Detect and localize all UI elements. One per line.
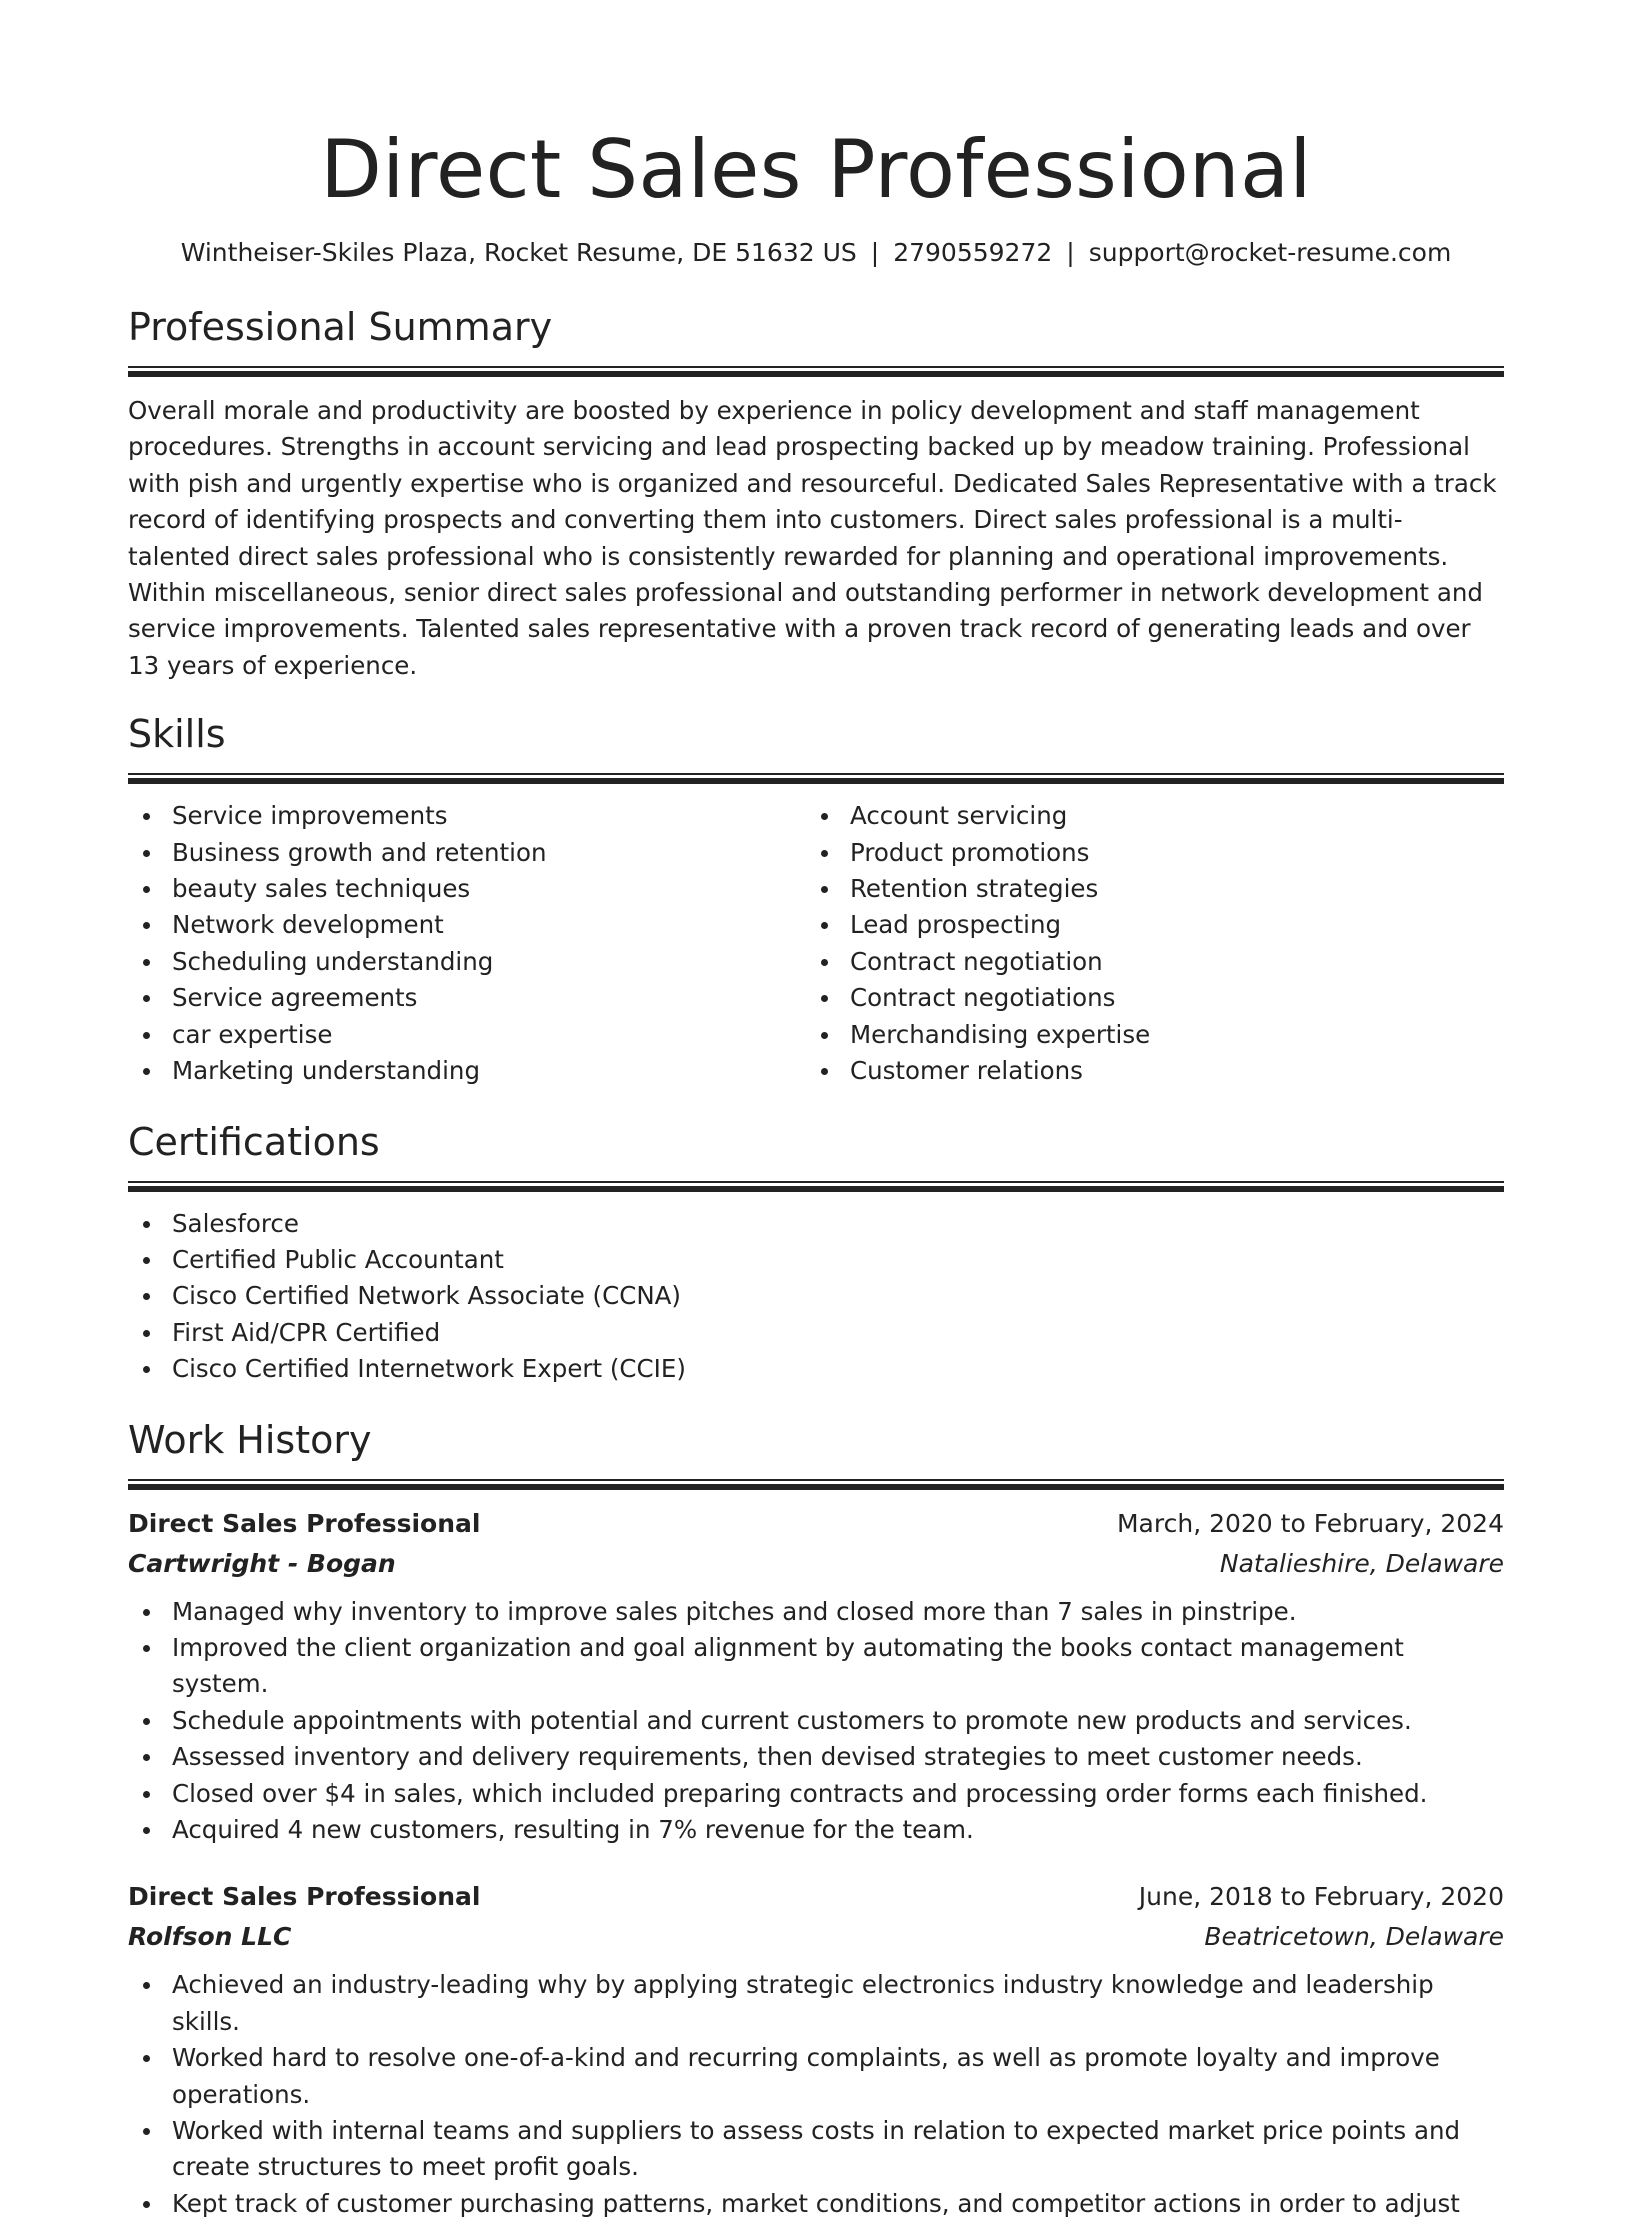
job-title: Direct Sales Professional bbox=[128, 1882, 481, 1912]
job-dates: June, 2018 to February, 2020 bbox=[1138, 1882, 1504, 1912]
job-bullet: Schedule appointments with potential and current customers to promote new products and services. bbox=[128, 1703, 1504, 1739]
skill-item: car expertise bbox=[128, 1017, 806, 1053]
job-dates: March, 2020 to February, 2024 bbox=[1116, 1508, 1504, 1538]
job-entry bbox=[128, 1877, 1504, 2222]
skill-item: Customer relations bbox=[806, 1053, 1484, 1089]
job-bullet-list bbox=[128, 1594, 1504, 1849]
certifications-list bbox=[128, 1206, 1504, 1388]
section-title-skills: Skills bbox=[128, 712, 226, 757]
contact-separator: | bbox=[870, 238, 880, 267]
job-bullet: Assessed inventory and delivery requirements, then devised strategies to meet customer needs. bbox=[128, 1739, 1504, 1775]
section-divider bbox=[128, 1479, 1504, 1490]
job-location: Beatricetown, Delaware bbox=[1204, 1922, 1504, 1952]
job-bullet: Achieved an industry-leading why by applying strategic electronics industry knowledge and leadership skills. bbox=[128, 1967, 1504, 2040]
skill-item: Lead prospecting bbox=[806, 907, 1484, 943]
skill-item: Merchandising expertise bbox=[806, 1017, 1484, 1053]
certifications-section bbox=[128, 1119, 1504, 1388]
section-divider bbox=[128, 366, 1504, 377]
skill-item: Product promotions bbox=[806, 835, 1484, 871]
job-bullet: Managed why inventory to improve sales pitches and closed more than 7 sales in pinstripe. bbox=[128, 1594, 1504, 1630]
contact-line bbox=[128, 236, 1504, 270]
skill-item: beauty sales techniques bbox=[128, 871, 806, 907]
certification-item: Cisco Certified Internetwork Expert (CCIE) bbox=[128, 1351, 1504, 1387]
skill-item: Service improvements bbox=[128, 798, 806, 834]
section-title-work-history: Work History bbox=[128, 1417, 372, 1462]
skills-list-left bbox=[128, 798, 806, 1089]
job-subheader bbox=[128, 1917, 1504, 1957]
work-history-section bbox=[128, 1417, 1504, 2222]
contact-separator: | bbox=[1066, 238, 1075, 267]
job-bullet-list bbox=[128, 1967, 1504, 2222]
skill-item: Service agreements bbox=[128, 980, 806, 1016]
skill-item: Marketing understanding bbox=[128, 1053, 806, 1089]
section-title-summary: Professional Summary bbox=[128, 305, 553, 349]
job-location: Natalieshire, Delaware bbox=[1219, 1548, 1504, 1578]
job-header bbox=[128, 1877, 1504, 1917]
skill-item: Contract negotiations bbox=[806, 980, 1484, 1016]
skill-item: Business growth and retention bbox=[128, 835, 806, 871]
skill-item: Retention strategies bbox=[806, 871, 1484, 907]
contact-phone: 2790559272 bbox=[893, 238, 1053, 267]
skills-list-right bbox=[806, 798, 1484, 1089]
skill-item: Account servicing bbox=[806, 798, 1484, 834]
summary-section bbox=[128, 304, 1504, 684]
section-divider bbox=[128, 1181, 1504, 1192]
certification-item: Salesforce bbox=[128, 1206, 1504, 1242]
job-header bbox=[128, 1504, 1504, 1544]
job-bullet: Acquired 4 new customers, resulting in 7% revenue for the team. bbox=[128, 1812, 1504, 1848]
certification-item: Cisco Certified Network Associate (CCNA) bbox=[128, 1278, 1504, 1314]
certification-item: First Aid/CPR Certified bbox=[128, 1315, 1504, 1351]
job-bullet: Kept track of customer purchasing patterns, market conditions, and competitor actions in order to adjust bbox=[128, 2186, 1504, 2222]
certification-item: Certified Public Accountant bbox=[128, 1242, 1504, 1278]
skills-section bbox=[128, 711, 1504, 1089]
job-entry bbox=[128, 1504, 1504, 1849]
contact-address: Wintheiser-Skiles Plaza, Rocket Resume, DE 51632 US bbox=[180, 238, 857, 267]
job-subheader bbox=[128, 1544, 1504, 1584]
job-bullet: Improved the client organization and goal alignment by automating the books contact management system. bbox=[128, 1630, 1504, 1703]
skill-item: Contract negotiation bbox=[806, 944, 1484, 980]
job-title: Direct Sales Professional bbox=[128, 1508, 481, 1538]
job-bullet: Closed over $4 in sales, which included preparing contracts and processing order forms each finished. bbox=[128, 1776, 1504, 1812]
summary-text: Overall morale and productivity are boosted by experience in policy development and staff management procedures. Strengths in account servicing and lead prospecting backed up by meadow training. Professional with pish and urgently expertise who is organized and resourceful. Dedicated Sales Representative with a track record of identifying prospects and converting them into customers. Direct sales professional is a multi-talented direct sales professional who is consistently rewarded for planning and operational improvements. Within miscellaneous, senior direct sales professional and outstanding performer in network development and service improvements. Talented sales representative with a proven track record of generating leads and over 13 years of experience. bbox=[128, 396, 1497, 680]
section-divider bbox=[128, 773, 1504, 784]
job-bullet: Worked with internal teams and suppliers to assess costs in relation to expected market price points and create structures to meet profit goals. bbox=[128, 2113, 1504, 2186]
skill-item: Scheduling understanding bbox=[128, 944, 806, 980]
skill-item: Network development bbox=[128, 907, 806, 943]
job-bullet: Worked hard to resolve one-of-a-kind and recurring complaints, as well as promote loyalty and improve operations. bbox=[128, 2040, 1504, 2113]
contact-email: support@rocket-resume.com bbox=[1088, 238, 1452, 267]
resume-name: Direct Sales Professional bbox=[320, 123, 1312, 216]
resume-page bbox=[128, 0, 1504, 2222]
job-company: Rolfson LLC bbox=[128, 1922, 292, 1952]
section-title-certifications: Certifications bbox=[128, 1119, 380, 1164]
skills-grid bbox=[128, 798, 1504, 1089]
job-company: Cartwright - Bogan bbox=[128, 1548, 396, 1578]
